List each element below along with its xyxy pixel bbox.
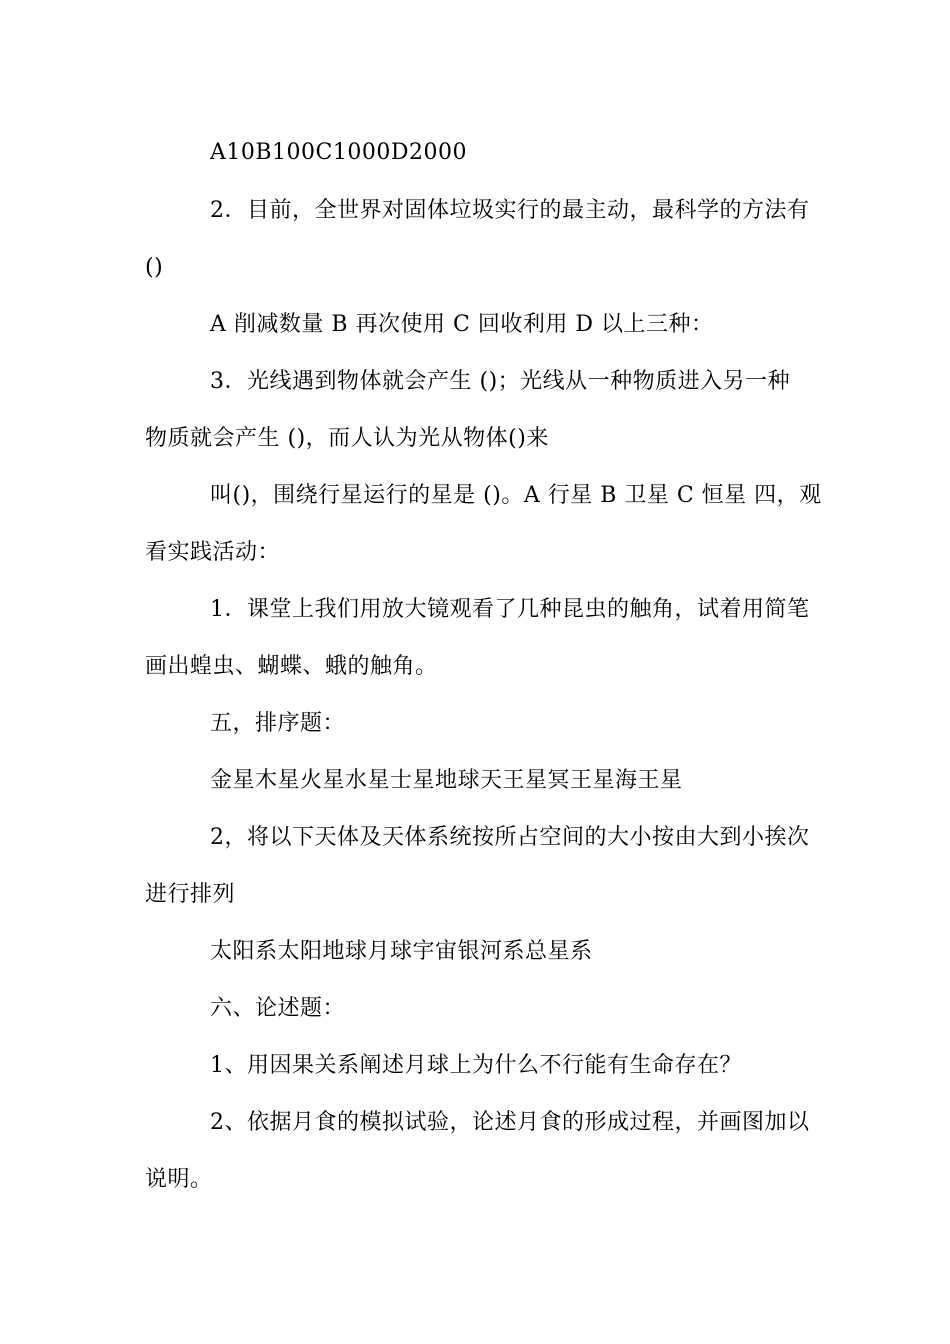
text-line-sort-2-cont: 进行排列 [145, 882, 236, 907]
text-line-activity-1: 1．课堂上我们用放大镜观看了几种昆虫的触角，试着用简笔 [210, 597, 810, 622]
text-line-celestial: 太阳系太阳地球月球宇宙银河系总星系 [210, 939, 593, 964]
section-heading-essay: 六、论述题： [210, 996, 346, 1021]
text-line-planets: 金星木星火星水星士星地球天王星冥王星海王星 [210, 768, 683, 793]
text-line-essay-2: 2、依据月食的模拟试验，论述月食的形成过程，并画图加以 [210, 1110, 810, 1135]
text-line-question-3-end: 叫()，围绕行星运行的星是 ()。A 行星 B 卫星 C 恒星 四，观 [210, 483, 822, 508]
text-line-question-2: 2．目前，全世界对固体垃圾实行的最主动，最科学的方法有 [210, 198, 810, 223]
section-heading-sorting: 五，排序题： [210, 711, 346, 736]
text-line-sort-2: 2，将以下天体及天体系统按所占空间的大小按由大到小挨次 [210, 825, 810, 850]
text-line-blank: () [145, 255, 164, 280]
text-line-question-3-cont: 物质就会产生 ()，而人认为光从物体()来 [145, 426, 549, 451]
text-line-options: A 削减数量 B 再次使用 C 回收利用 D 以上三种： [210, 312, 714, 337]
text-line-essay-1: 1、用因果关系阐述月球上为什么不行能有生命存在？ [210, 1053, 742, 1078]
text-line-question-3: 3．光线遇到物体就会产生 ()；光线从一种物质进入另一种 [210, 369, 791, 394]
text-line-essay-2-cont: 说明。 [145, 1167, 213, 1192]
text-line-section-4: 看实践活动： [145, 540, 281, 565]
text-line-activity-1-cont: 画出蝗虫、蝴蝶、蛾的触角。 [145, 654, 438, 679]
text-line-answer-options: A10B100C1000D2000 [210, 140, 467, 165]
